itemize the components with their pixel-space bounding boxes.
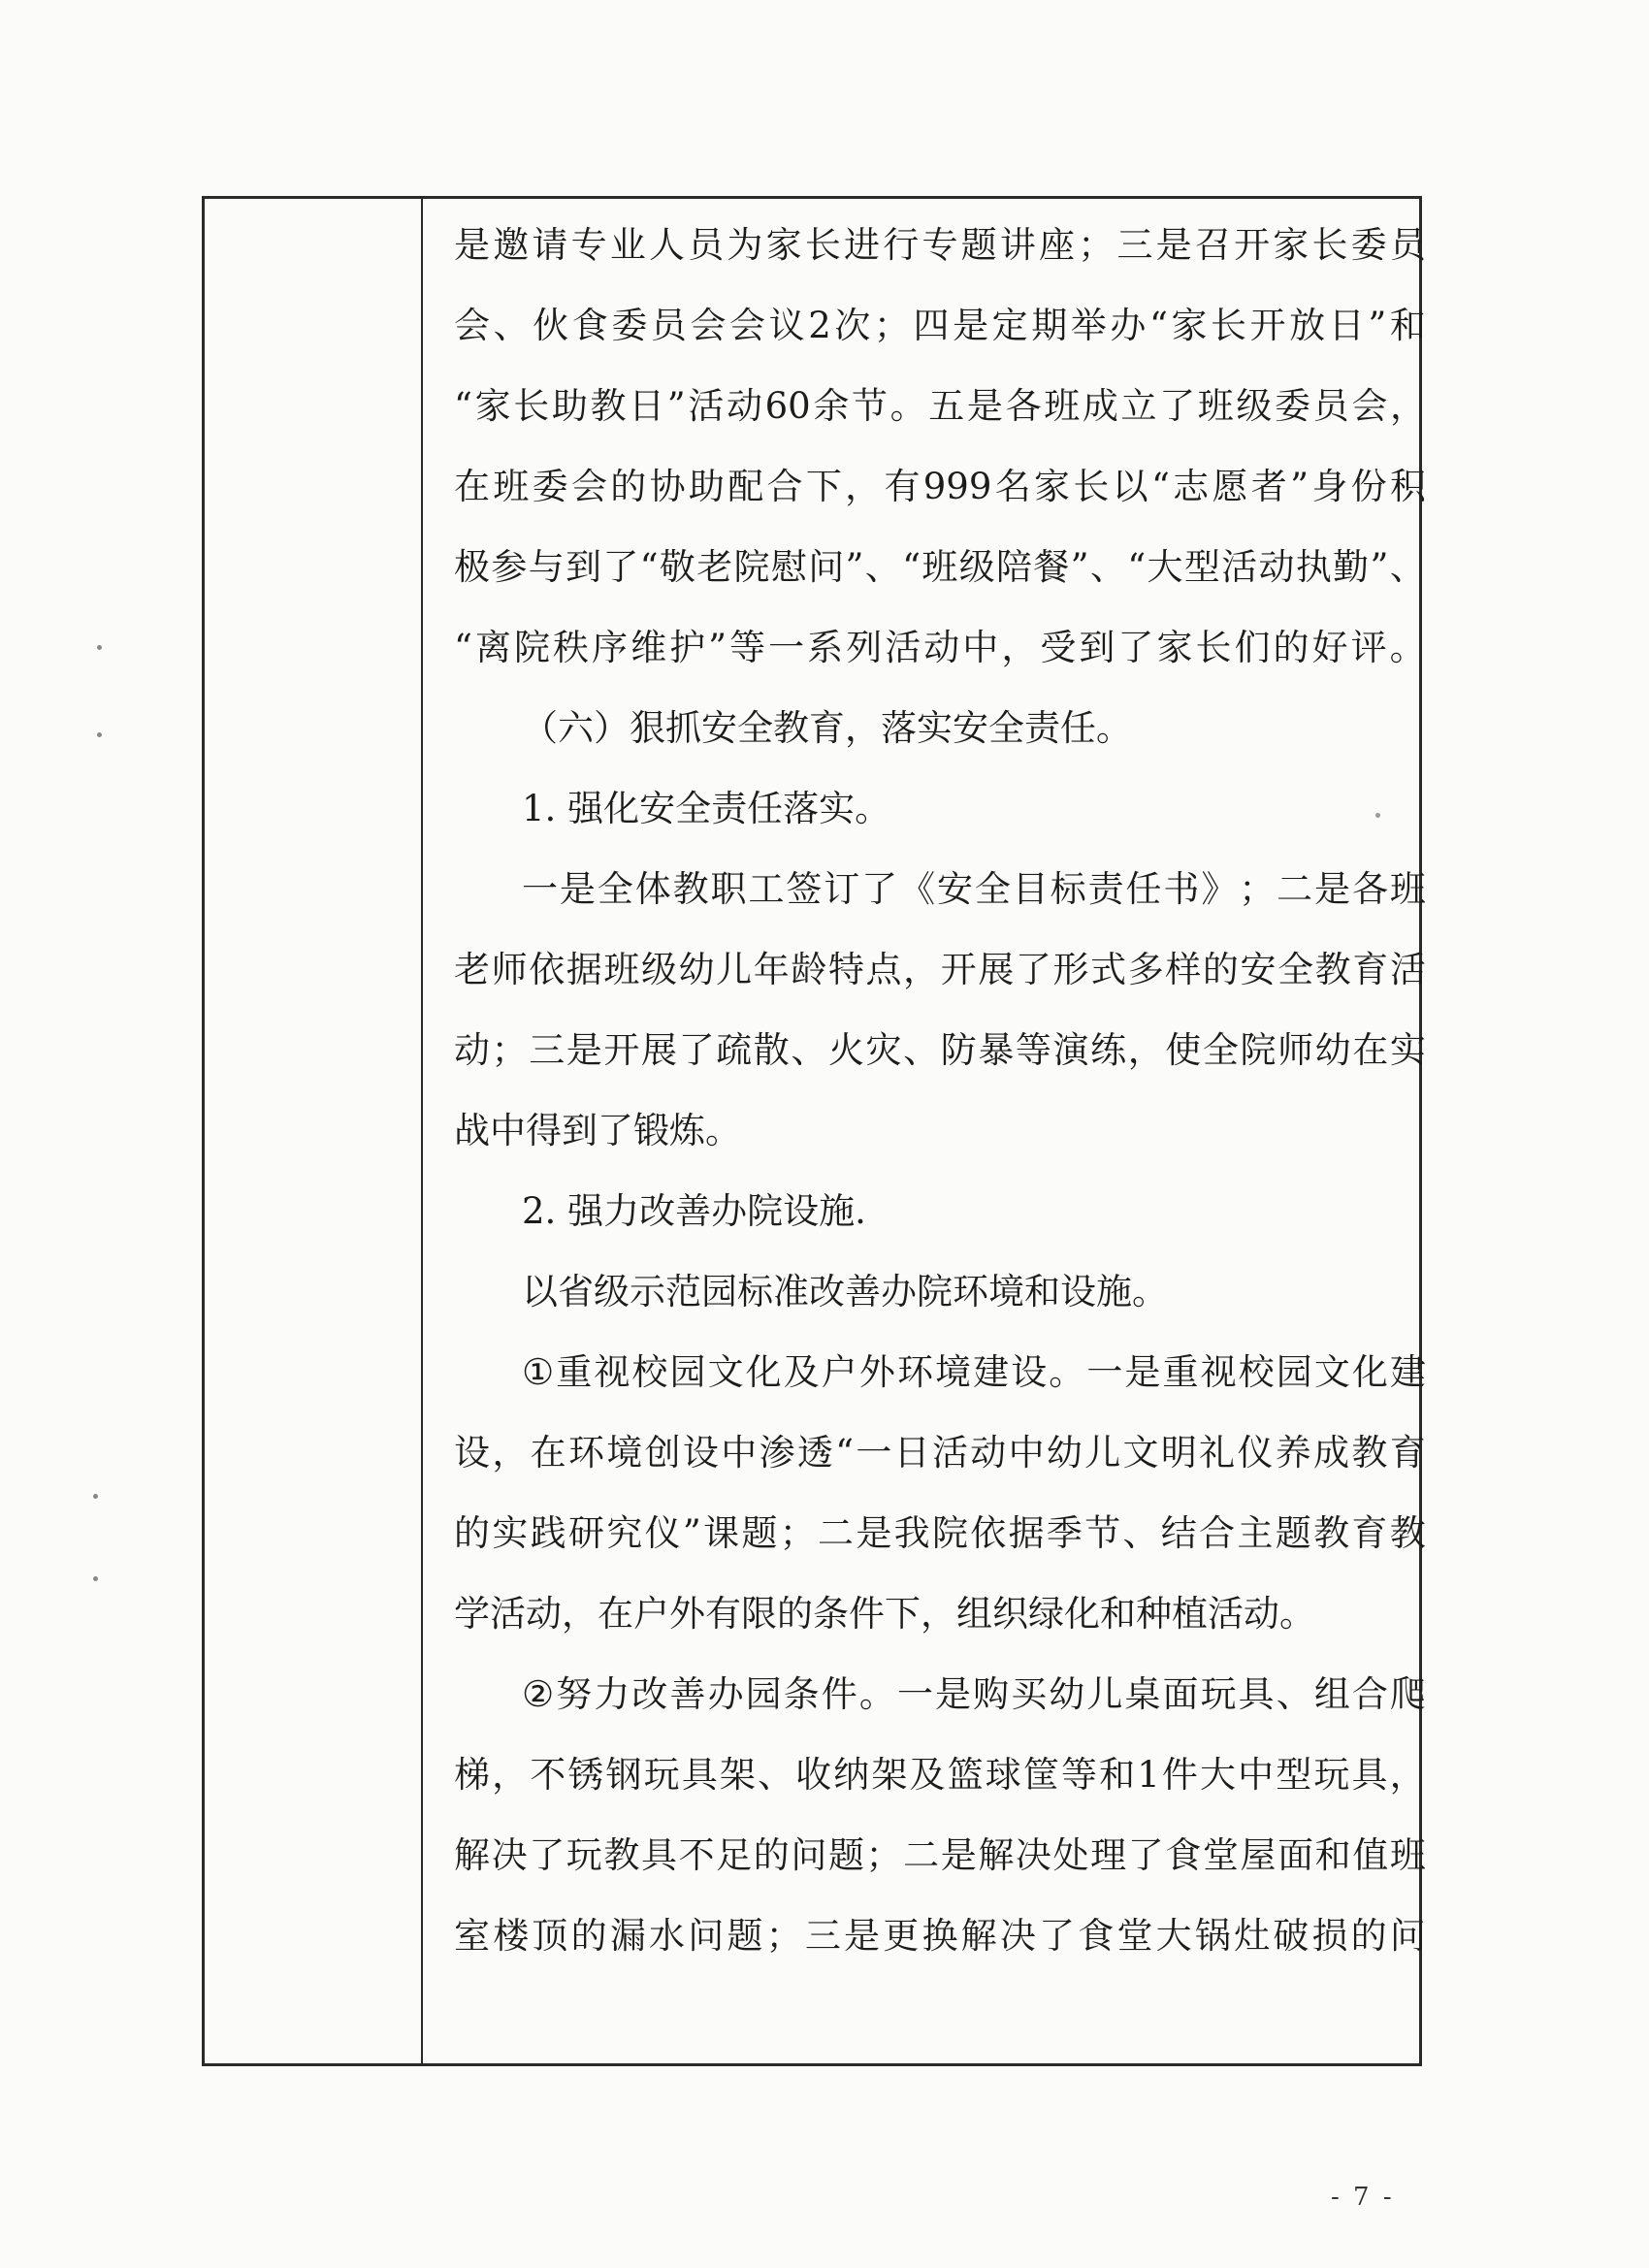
paragraph-line: “ 家 长 助 教 日 ” 活 动 60 余 节 。 五 是 各 班 成 立 了 班 级 委 员 会 ， xyxy=(454,385,1426,427)
scan-speck xyxy=(97,732,102,737)
paragraph-line: 学活动，在户外有限的条件下，组织绿化和种植活动。 xyxy=(454,1593,1315,1635)
paragraph-line: 会 、 伙 食 委 员 会 会 议 2 次 ； 四 是 定 期 举 办 “ 家 长 开 放 日 ” 和 xyxy=(454,305,1426,346)
paragraph-line: 战中得到了锻炼。 xyxy=(454,1110,741,1151)
section-heading: （六）狠抓安全教育，落实安全责任。 xyxy=(522,707,1132,749)
table-content-cell xyxy=(425,199,1426,2063)
scan-speck xyxy=(93,1576,98,1581)
paragraph-line: 是 邀 请 专 业 人 员 为 家 长 进 行 专 题 讲 座 ； 三 是 召 开 家 长 委 员 xyxy=(454,224,1426,266)
paragraph-line: ① 重 视 校 园 文 化 及 户 外 环 境 建 设 。 一 是 重 视 校 园 文 化 建 xyxy=(522,1351,1426,1393)
paragraph-line: 室 楼 顶 的 漏 水 问 题 ； 三 是 更 换 解 决 了 食 堂 大 锅 灶 破 损 的 问 xyxy=(454,1915,1426,1957)
table-label-column xyxy=(205,199,423,2063)
paragraph-line: 的 实 践 研 究 仪 ” 课 题 ； 二 是 我 院 依 据 季 节 、 结 合 主 题 教 育 教 xyxy=(454,1512,1426,1554)
paragraph-line: “ 离 院 秩 序 维 护 ” 等 一 系 列 活 动 中 ， 受 到 了 家 长 们 的 好 评 。 xyxy=(454,627,1426,668)
paragraph-line: 老 师 依 据 班 级 幼 儿 年 龄 特 点 ， 开 展 了 形 式 多 样 的 安 全 教 育 活 xyxy=(454,949,1426,990)
paragraph-line: 梯 ， 不 锈 钢 玩 具 架 、 收 纳 架 及 篮 球 筐 等 和 1 件 大 中 型 玩 具 ， xyxy=(454,1754,1426,1796)
page-number: - 7 - xyxy=(1331,2183,1395,2212)
paragraph-line: 一 是 全 体 教 职 工 签 订 了 《 安 全 目 标 责 任 书 》 ； 二 是 各 班 xyxy=(522,868,1426,910)
paragraph-line: 极 参 与 到 了 “ 敬 老 院 慰 问 ” 、 “ 班 级 陪 餐 ” 、 “ 大 型 活 动 执 勤 ” 、 xyxy=(454,546,1426,588)
subsection-heading: 1. 强化安全责任落实。 xyxy=(522,788,891,829)
scan-speck xyxy=(97,645,102,650)
subsection-heading: 2. 强力改善办院设施. xyxy=(522,1190,866,1232)
paragraph-line: 在 班 委 会 的 协 助 配 合 下 ， 有 999 名 家 长 以 “ 志 愿 者 ” 身 份 积 xyxy=(454,466,1426,507)
paragraph-line: 以省级示范园标准改善办院环境和设施。 xyxy=(522,1271,1168,1312)
scan-speck xyxy=(93,1494,98,1499)
paragraph-line: 动 ； 三 是 开 展 了 疏 散 、 火 灾 、 防 暴 等 演 练 ， 使 全 院 师 幼 在 实 xyxy=(454,1029,1426,1071)
paragraph-line: 设 ， 在 环 境 创 设 中 渗 透 “ 一 日 活 动 中 幼 儿 文 明 礼 仪 养 成 教 育 xyxy=(454,1432,1426,1474)
paragraph-line: 解 决 了 玩 教 具 不 足 的 问 题 ； 二 是 解 决 处 理 了 食 堂 屋 面 和 值 班 xyxy=(454,1834,1426,1876)
form-table xyxy=(202,196,1426,2066)
paragraph-line: ② 努 力 改 善 办 园 条 件 。 一 是 购 买 幼 儿 桌 面 玩 具 、 组 合 爬 xyxy=(522,1673,1426,1715)
